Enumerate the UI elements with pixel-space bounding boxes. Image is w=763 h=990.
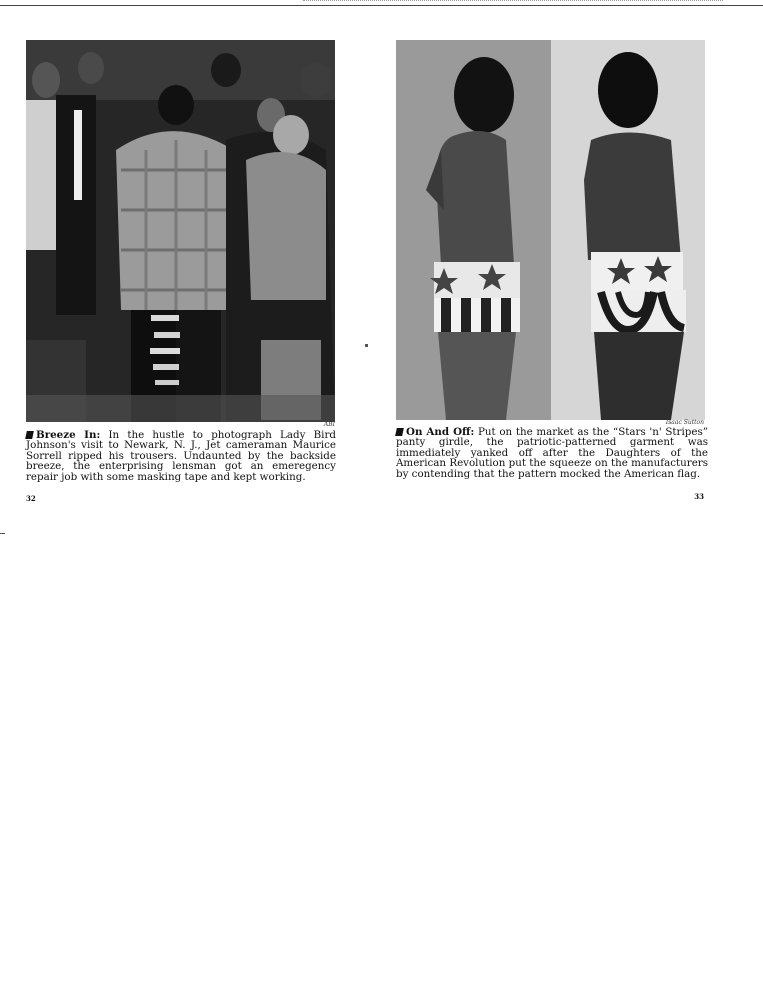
page-number: 33 xyxy=(694,492,704,501)
girdle-models-photo xyxy=(396,40,705,420)
bullet-icon xyxy=(395,428,404,436)
photo-caption xyxy=(26,430,336,482)
top-dotted-edge xyxy=(303,0,723,5)
caption-body: Put on the market as the “Stars 'n' Stripes” panty girdle, the patriotic-patterned garment was immediately yanked off after the Daughters of the American Revolution put the squeeze on the manufacturers by contending that the pattern mocked the American flag. xyxy=(396,426,709,480)
caption-body: In the hustle to photograph Lady Bird Johnson's visit to Newark, N. J., Jet cameraman Maurice Sorrell ripped his trousers. Undaunted by the backside breeze, the enterprising lensman got an emeregency repair job with some masking tape and kept working. xyxy=(26,429,336,483)
photo-caption xyxy=(396,427,708,479)
photo-credit: ABI xyxy=(323,421,335,428)
photo-credit: Isaac Sutton xyxy=(665,419,704,426)
page-number: 32 xyxy=(26,494,36,503)
scan-speck xyxy=(0,533,5,534)
top-border-line xyxy=(0,5,763,6)
crowd-photo xyxy=(26,40,335,422)
caption-lead: Breeze In: xyxy=(36,429,101,441)
scan-speck xyxy=(365,344,368,347)
caption-lead: On And Off: xyxy=(406,426,475,438)
bullet-icon xyxy=(25,431,34,439)
